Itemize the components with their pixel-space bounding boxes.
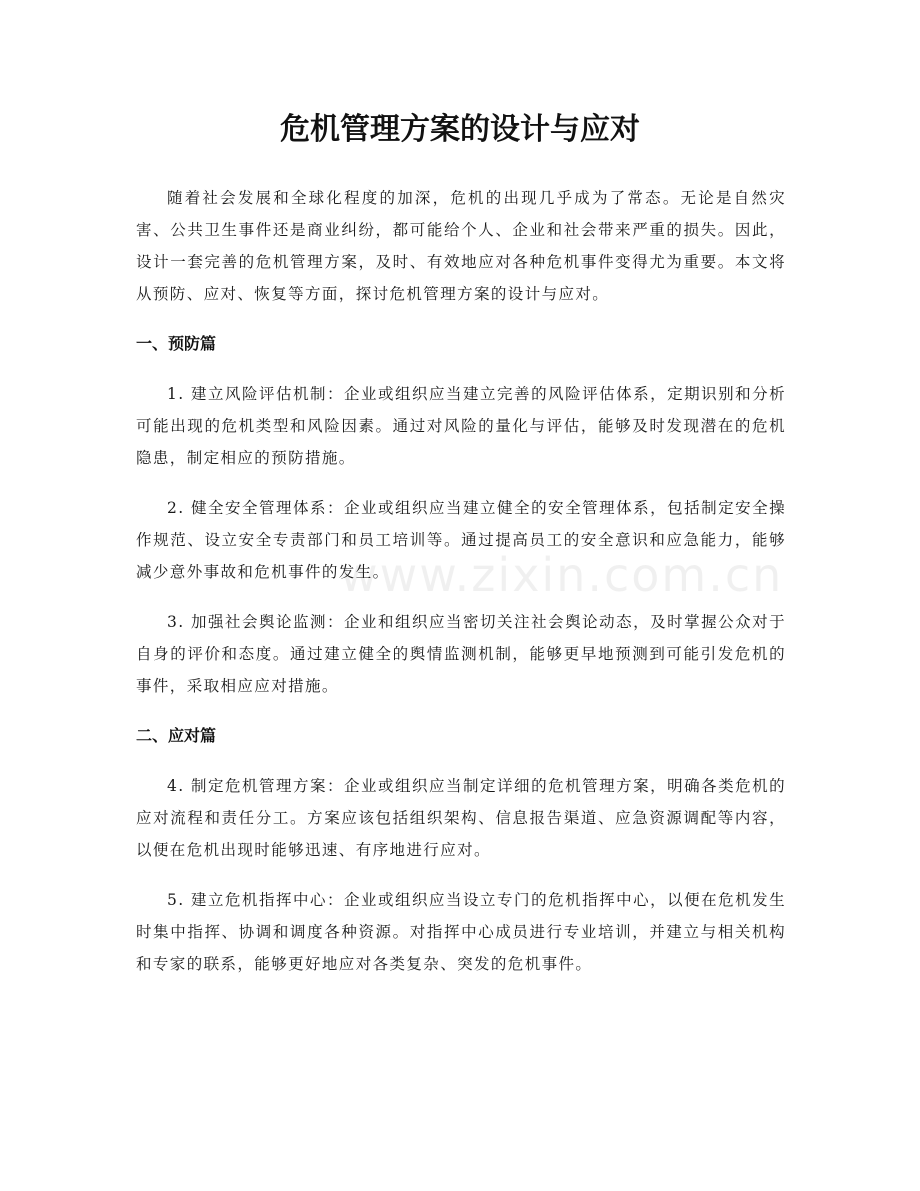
paragraph-item-4: 4. 制定危机管理方案：企业或组织应当制定详细的危机管理方案，明确各类危机的应对流程和责任分工。方案应该包括组织架构、信息报告渠道、应急资源调配等内容，以便在危机出现时能够迅速、有序地进行应对。 [136,777,786,859]
section-heading-response: 二、应对篇 [136,726,217,745]
document-body [136,182,786,998]
paragraph-item-3: 3. 加强社会舆论监测：企业和组织应当密切关注社会舆论动态，及时掌握公众对于自身的评价和态度。通过建立健全的舆情监测机制，能够更早地预测到可能引发危机的事件，采取相应应对措施。 [136,613,786,695]
paragraph-item-1: 1. 建立风险评估机制：企业或组织应当建立完善的风险评估体系，定期识别和分析可能出现的危机类型和风险因素。通过对风险的量化与评估，能够及时发现潜在的危机隐患，制定相应的预防措施。 [136,385,786,467]
document-title: 危机管理方案的设计与应对 [280,112,640,147]
paragraph-item-5: 5. 建立危机指挥中心：企业或组织应当设立专门的危机指挥中心，以便在危机发生时集中指挥、协调和调度各种资源。对指挥中心成员进行专业培训，并建立与相关机构和专家的联系，能够更好地应对各类复杂、突发的危机事件。 [136,891,786,973]
section-heading-prevention: 一、预防篇 [136,334,217,353]
intro-paragraph: 随着社会发展和全球化程度的加深，危机的出现几乎成为了常态。无论是自然灾害、公共卫生事件还是商业纠纷，都可能给个人、企业和社会带来严重的损失。因此，设计一套完善的危机管理方案，及时、有效地应对各种危机事件变得尤为重要。本文将从预防、应对、恢复等方面，探讨危机管理方案的设计与应对。 [136,189,786,303]
paragraph-item-2: 2. 健全安全管理体系：企业或组织应当建立健全的安全管理体系，包括制定安全操作规范、设立安全专责部门和员工培训等。通过提高员工的安全意识和应急能力，能够减少意外事故和危机事件的发生。 [136,499,786,581]
watermark: www.zixin.com.cn [340,548,784,602]
